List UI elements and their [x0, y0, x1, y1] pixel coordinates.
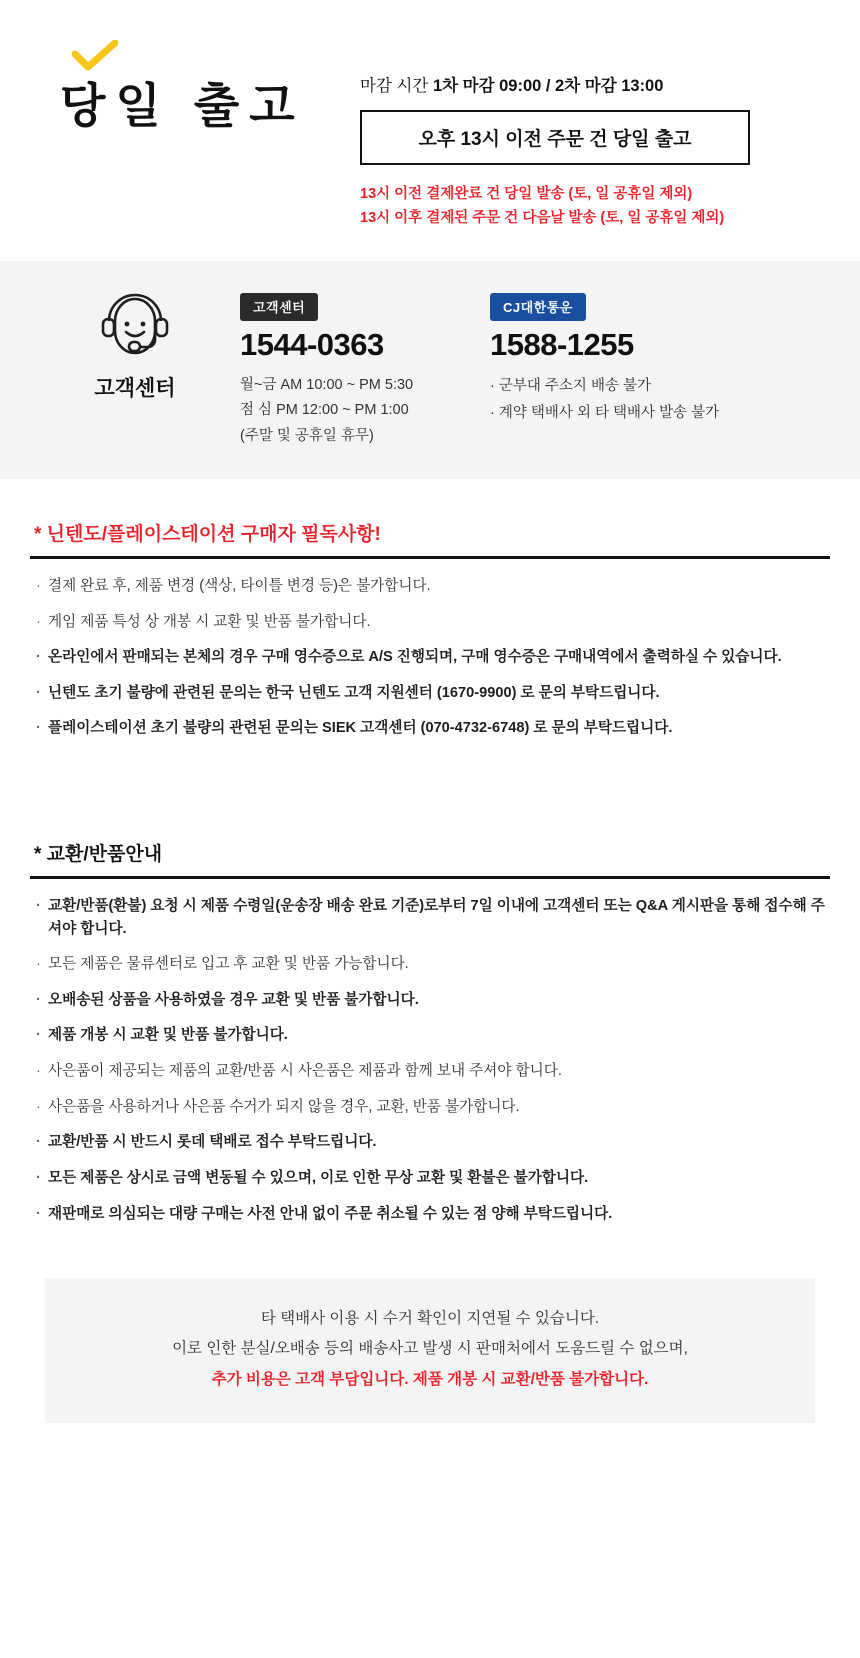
list-item: · 사은품을 사용하거나 사은품 수거가 되지 않을 경우, 교환, 반품 불가합니다. — [34, 1096, 830, 1119]
list-item: · 교환/반품 시 반드시 롯데 택배로 접수 부탁드립니다. — [34, 1131, 830, 1154]
return-notice-title: * 교환/반품안내 — [34, 844, 163, 866]
bottom-notice-box — [45, 1278, 815, 1423]
customer-center-section — [0, 261, 860, 479]
shipping-title-block — [30, 40, 360, 133]
list-item: · 사은품이 제공되는 제품의 교환/반품 시 사은품은 제품과 함께 보내 주셔야 합니다. — [34, 1060, 830, 1083]
list-item: · 플레이스테이션 초기 불량의 관련된 문의는 SIEK 고객센터 (070-4732-6748) 로 문의 부탁드립니다. — [34, 717, 830, 740]
list-item: · 교환/반품(환불) 요청 시 제품 수령일(운송장 배송 완료 기준)로부터 7일 이내에 고객센터 또는 Q&A 게시판을 통해 접수해 주셔야 합니다. — [34, 895, 830, 940]
bottom-notice-line-1: 타 택배사 이용 시 수거 확인이 지연될 수 있습니다. — [260, 1310, 600, 1328]
list-item: · 재판매로 의심되는 대량 구매는 사전 안내 없이 주문 취소될 수 있는 점 양해 부탁드립니다. — [34, 1203, 830, 1226]
courier-block — [490, 287, 770, 428]
console-notice-list — [30, 575, 830, 740]
bottom-notice-wrap — [0, 1238, 860, 1463]
deadline-line — [360, 72, 830, 96]
courier-bullet-1: · 군부대 주소지 배송 불가 — [490, 377, 652, 394]
bottom-notice-line-3: 추가 비용은 고객 부담입니다. 제품 개봉 시 교환/반품 불가합니다. — [211, 1370, 649, 1388]
cs-hours-line-1: 월~금 AM 10:00 ~ PM 5:30 — [240, 376, 414, 393]
console-notice-title: * 닌텐도/플레이스테이션 구매자 필독사항! — [34, 523, 381, 545]
console-notice-section — [0, 479, 860, 740]
list-item: · 모든 제품은 물류센터로 입고 후 교환 및 반품 가능합니다. — [34, 953, 830, 976]
shipping-details — [360, 40, 830, 231]
cs-phone-number: 1544-0363 — [240, 326, 384, 362]
list-item: · 게임 제품 특성 상 개봉 시 교환 및 반품 불가합니다. — [34, 611, 830, 634]
divider — [30, 876, 830, 879]
list-item: · 결제 완료 후, 제품 변경 (색상, 타이틀 변경 등)은 불가합니다. — [34, 575, 830, 598]
customer-center-phone-block — [240, 287, 490, 449]
headset-operator-icon — [99, 344, 171, 361]
customer-center-icon-block — [30, 287, 240, 402]
list-item: · 모든 제품은 상시로 금액 변동될 수 있으며, 이로 인한 무상 교환 및 환불은 불가합니다. — [34, 1167, 830, 1190]
divider — [30, 556, 830, 559]
list-item: · 오배송된 상품을 사용하였을 경우 교환 및 반품 불가합니다. — [34, 989, 830, 1012]
customer-center-label: 고객센터 — [94, 376, 176, 400]
shipping-note-1: 13시 이전 결제완료 건 당일 발송 (토, 일 공휴일 제외) — [360, 186, 693, 202]
cs-hours-line-3: (주말 및 공휴일 휴무) — [240, 427, 374, 444]
check-mark-icon — [72, 40, 360, 77]
spacer — [0, 753, 860, 839]
deadline-label: 마감 시간 — [360, 77, 429, 95]
deadline-box: 오후 13시 이전 주문 건 당일 출고 — [360, 110, 750, 165]
bottom-notice-line-2: 이로 인한 분실/오배송 등의 배송사고 발생 시 판매처에서 도움드릴 수 없으며, — [172, 1340, 688, 1358]
cs-hours-line-2: 점 심 PM 12:00 ~ PM 1:00 — [240, 402, 409, 419]
cs-badge: 고객센터 — [240, 293, 318, 321]
return-notice-section — [0, 839, 860, 1225]
courier-bullet-2: · 계약 택배사 외 타 택배사 발송 불가 — [490, 405, 720, 422]
courier-badge: CJ대한통운 — [490, 293, 586, 321]
list-item: · 닌텐도 초기 불량에 관련된 문의는 한국 닌텐도 고객 지원센터 (1670-9900) 로 문의 부탁드립니다. — [34, 682, 830, 705]
shipping-note-2: 13시 이후 결제된 주문 건 다음날 발송 (토, 일 공휴일 제외) — [360, 209, 725, 226]
deadline-value: 1차 마감 09:00 / 2차 마감 13:00 — [432, 77, 664, 95]
return-notice-list — [30, 895, 830, 1225]
shipping-title: 당일 출고 — [60, 79, 305, 132]
same-day-shipping-section — [0, 0, 860, 261]
list-item: · 온라인에서 판매되는 본체의 경우 구매 영수증으로 A/S 진행되며, 구매 영수증은 구매내역에서 출력하실 수 있습니다. — [34, 646, 830, 669]
list-item: · 제품 개봉 시 교환 및 반품 불가합니다. — [34, 1024, 830, 1047]
courier-phone-number: 1588-1255 — [490, 326, 634, 362]
